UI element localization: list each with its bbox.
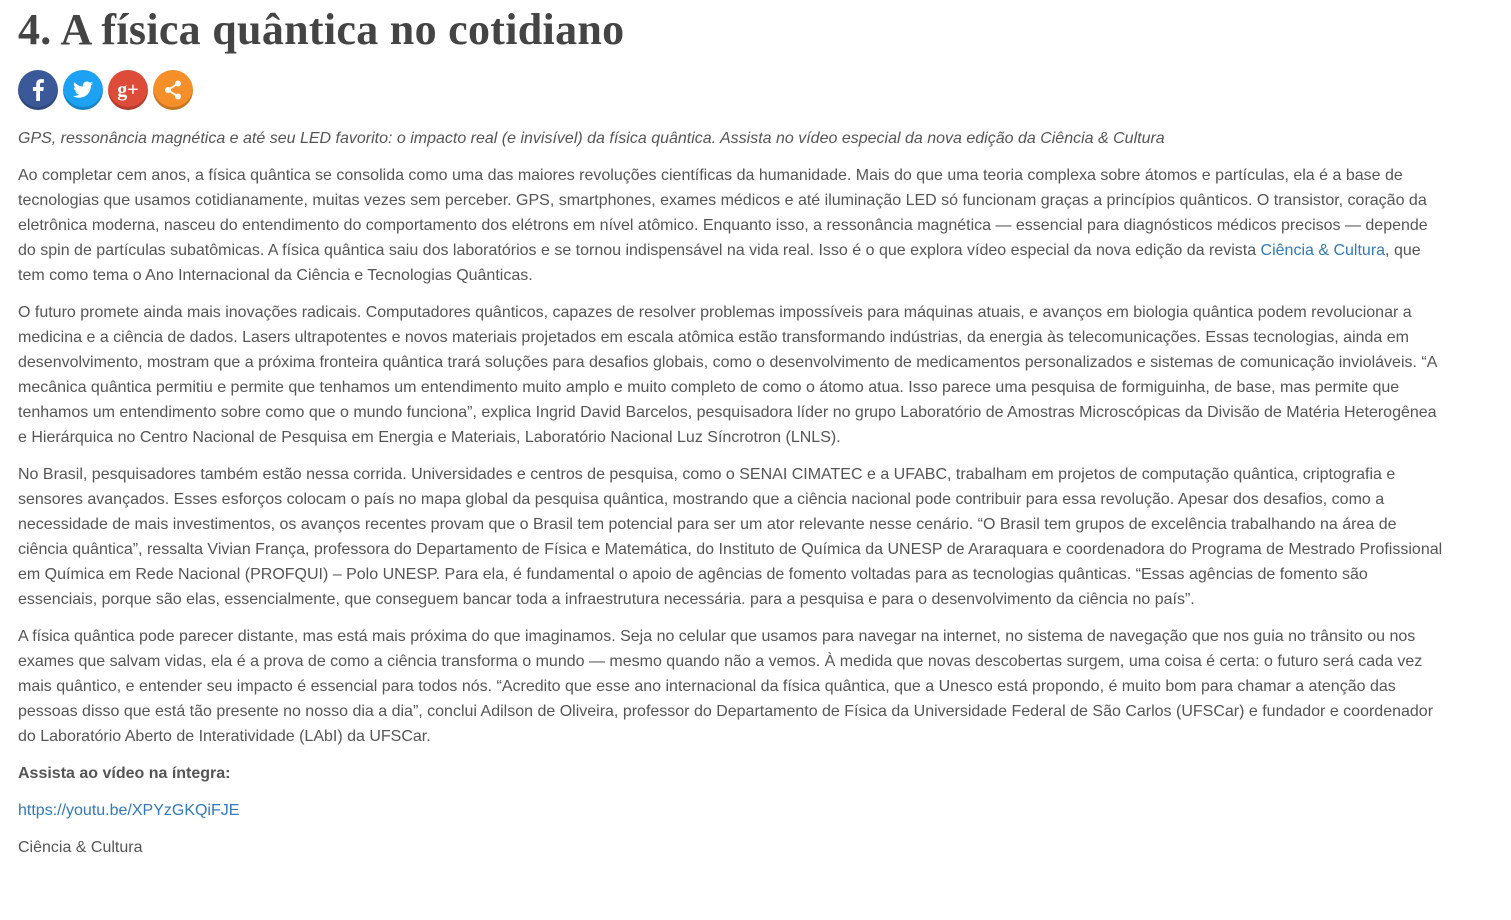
google-plus-icon: g+ xyxy=(117,79,139,101)
google-plus-share-button[interactable] xyxy=(108,70,148,110)
paragraph-1-text-before: Ao completar cem anos, a física quântica se consolida como uma das maiores revoluções científicas da humanidade. Mais do que uma teoria complexa sobre átomos e partículas, ela é a base de tecnologias que usamos cotidianamente, muitas vezes sem perceber. GPS, smartphones, exames médicos e até iluminação LED só funcionam graças a princípios quânticos. O transistor, coração da eletrônica moderna, nasceu do entendimento do comportamento dos elétrons em nível atômico. Enquanto isso, a ressonância magnética — essencial para diagnósticos médicos precisos — depende do spin de partículas subatômicas. A física quântica saiu dos laboratórios e se tornou indispensável na vida real. Isso é o que explora vídeo especial da nova edição da revista xyxy=(18,167,1428,259)
paragraph-2: O futuro promete ainda mais inovações radicais. Computadores quânticos, capazes de resolver problemas impossíveis para máquinas atuais, e avanços em biologia quântica podem revolucionar a medicina e a ciência de dados. Lasers ultrapotentes e novos materiais projetados em escala atômica estão transformando indústrias, da energia às telecomunicações. Essas tecnologias, ainda em desenvolvimento, mostram que a próxima fronteira quântica trará soluções para desafios globais, como o desenvolvimento de medicamentos personalizados e sistemas de comunicação invioláveis. “A mecânica quântica permitiu e permite que tenhamos um entendimento muito amplo e muito completo de como o átomo atua. Isso parece uma pesquisa de formiguinha, de base, mas permite que tenhamos um entendimento sobre como que o mundo funciona”, explica Ingrid David Barcelos, pesquisadora líder no grupo Laboratório de Amostras Microscópicas da Divisão de Matéria Heterogênea e Hierárquica no Centro Nacional de Pesquisa em Energia e Materiais, Laboratório Nacional Luz Síncrotron (LNLS). xyxy=(18,304,1437,446)
paragraph-1-text-after: , que tem como tema o Ano Internacional da Ciência e Tecnologias Quânticas. xyxy=(18,242,1421,284)
article-signature: Ciência & Cultura xyxy=(18,839,143,856)
share-icon xyxy=(153,70,193,110)
facebook-icon xyxy=(18,70,58,110)
facebook-share-button[interactable] xyxy=(18,70,58,110)
paragraph-4: A física quântica pode parecer distante, mas está mais próxima do que imaginamos. Seja no celular que usamos para navegar na internet, no sistema de navegação que nos guia no trânsito ou nos exames que salvam vidas, ela é a prova de como a ciência transforma o mundo — mesmo quando não a vemos. À medida que novas descobertas surgem, uma coisa é certa: o futuro será cada vez mais quântico, e entender seu impacto é essencial para todos nós. “Acredito que esse ano internacional da física quântica, que a Unesco está propondo, é muito bom para chamar a atenção das pessoas disso que está tão presente no nosso dia a dia”, conclui Adilson de Oliveira, professor do Departamento de Física da Universidade Federal de São Carlos (UFSCar) e fundador e coordenador do Laboratório Aberto de Interatividade (LAbI) da UFSCar. xyxy=(18,628,1434,745)
twitter-share-button[interactable] xyxy=(63,70,103,110)
video-link-paragraph xyxy=(18,798,1448,823)
paragraph-1 xyxy=(18,163,1448,288)
paragraph-3: No Brasil, pesquisadores também estão nessa corrida. Universidades e centros de pesquisa, como o SENAI CIMATEC e a UFABC, trabalham em projetos de computação quântica, criptografia e sensores avançados. Esses esforços colocam o país no mapa global da pesquisa quântica, mostrando que a ciência nacional pode contribuir para essa revolução. Apesar dos desafios, como a necessidade de mais investimentos, os avanços recentes provam que o Brasil tem potencial para ser um ator relevante nesse cenário. “O Brasil tem grupos de excelência trabalhando na área de ciência quântica”, ressalta Vivian França, professora do Departamento de Física e Matemática, do Instituto de Química da UNESP de Araraquara e coordenadora do Programa de Mestrado Profissional em Química em Rede Nacional (PROFQUI) – Polo UNESP. Para ela, é fundamental o apoio de agências de fomento voltadas para as tecnologias quânticas. “Essas agências de fomento são essenciais, porque são elas, essencialmente, que conseguem bancar toda a infraestrutura necessária. para a pesquisa e para o desenvolvimento da ciência no país”. xyxy=(18,466,1443,608)
share-bar xyxy=(18,70,1511,110)
youtube-video-link[interactable]: https://youtu.be/XPYzGKQiFJE xyxy=(18,802,240,819)
twitter-icon xyxy=(63,70,103,110)
ciencia-cultura-link[interactable]: Ciência & Cultura xyxy=(1260,242,1386,259)
article-title: 4. A física quântica no cotidiano xyxy=(18,5,625,54)
video-heading: Assista ao vídeo na íntegra: xyxy=(18,765,231,782)
article-lead: GPS, ressonância magnética e até seu LED favorito: o impacto real (e invisível) da física quântica. Assista no vídeo especial da nova edição da Ciência & Cultura xyxy=(18,130,1165,147)
share-button[interactable] xyxy=(153,70,193,110)
